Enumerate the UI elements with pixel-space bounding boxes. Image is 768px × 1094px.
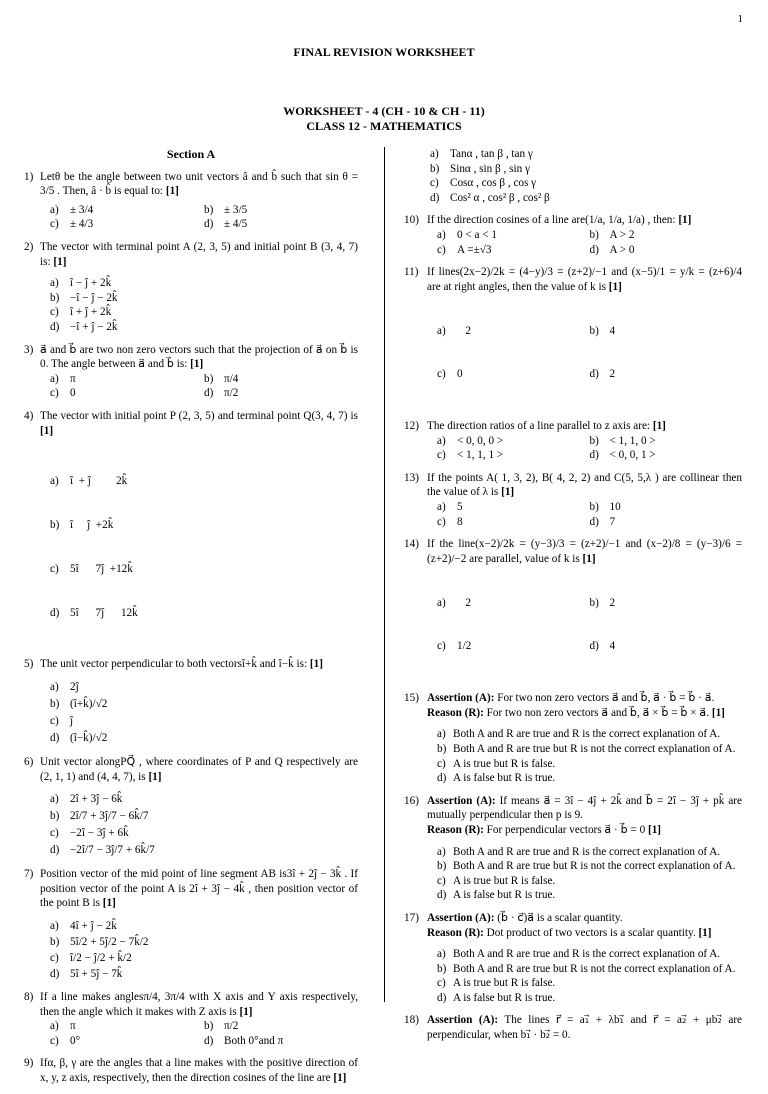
question-number: 6) [24,756,34,768]
question-number: 16) [404,794,419,807]
option-b: 5î/2 + 5ĵ/2 − 7k̂/2 [70,935,149,948]
marks: [1] [698,926,712,939]
option-label: c) [437,757,446,770]
option-label: c) [50,306,59,319]
question-13 [404,471,742,529]
option-b: π/2 [224,1020,239,1033]
option-a: î − ĵ + 2k̂ [70,277,112,290]
option-label: b) [50,935,60,948]
option-a: 2ĵ [70,681,79,693]
option-c: A is true but R is false. [453,977,556,990]
option-b: π/4 [224,372,239,385]
option-a: ± 3/4 [70,203,94,216]
option-label: d) [50,320,60,333]
right-column [404,147,742,1051]
reason-label: Reason (R): [427,706,484,719]
option-label: d) [589,449,599,462]
option-c: î/2 − ĵ/2 + k̂/2 [70,951,132,964]
option-a: < 0, 0, 0 > [457,434,504,447]
option-label: b) [589,434,599,447]
question-2 [24,240,358,335]
option-b: < 1, 1, 0 > [609,434,656,447]
option-label: c) [50,218,59,231]
question-number: 1) [24,170,34,183]
marks: [1] [652,420,666,433]
reason-label: Reason (R): [427,823,484,836]
question-1 [24,170,358,232]
marks: [1] [40,424,54,437]
question-10 [404,213,742,257]
option-a: Tanα , tan β , tan γ [450,148,533,160]
option-label: d) [50,732,60,744]
option-label: a) [50,793,59,806]
question-6 [24,755,358,859]
option-label: a) [437,228,446,241]
option-c: 5î 7ĵ +12k̂ [70,562,133,575]
assertion-text: The lines r⃗ = a₁⃗ + λb₁⃗ and r⃗ = a₂⃗ + μb₂⃗ are perpendicular, when b₁⃗ · b₂⃗ = 0. [427,1014,743,1042]
option-label: c) [437,449,446,462]
worksheet-subtitle: WORKSHEET - 4 (CH - 10 & CH - 11) [283,104,485,118]
option-label: a) [437,501,446,514]
option-label: c) [50,951,59,964]
option-a: Both A and R are true and R is the correct explanation of A. [453,948,721,961]
option-label: b) [50,291,60,304]
option-label: c) [437,243,446,256]
question-text: Unit vector alongPQ⃗ , where coordinates of P and Q respectively are (2, 1, 1) and (4, 4, 7), is [40,756,358,783]
question-number: 11) [404,266,419,279]
option-b: 2 [609,596,616,609]
assertion-text: For two non zero vectors a⃗ and b⃗, a⃗ · b⃗ = b⃗ · a⃗. [494,692,715,705]
question-number: 15) [404,692,419,705]
option-label: d) [204,387,214,400]
option-label: a) [50,372,59,385]
option-c: < 1, 1, 1 > [457,449,504,462]
option-label: b) [589,501,599,514]
option-b: −î − ĵ − 2k̂ [70,291,118,304]
option-d: Cos² α , cos² β , cos² β [450,191,550,204]
option-label: d) [204,218,214,231]
marks: [1] [678,214,692,227]
option-b: Both A and R are true but R is not the correct explanation of A. [453,860,736,873]
option-a: 2 [457,324,471,337]
option-d: −î + ĵ − 2k̂ [70,320,118,333]
option-d: < 0, 0, 1 > [609,449,656,462]
assertion-label: Assertion (A): [427,692,495,705]
option-b: Sinα , sin β , sin γ [450,162,530,175]
option-label: a) [50,919,59,932]
option-b: 10 [609,501,621,514]
option-label: a) [437,596,446,609]
assertion-label: Assertion (A): [427,911,495,924]
question-text: Position vector of the mid point of line segment AB is3î + 2ĵ − 3k̂ . If position vector of the point A is 2î + 3ĵ − 4k̂ , then position vector of the point B is [40,868,358,910]
assertion-text: (b⃗ · c⃗)a⃗ is a scalar quantity. [494,911,623,924]
question-number: 10) [404,214,419,227]
option-a: î + ĵ 2k̂ [70,475,128,488]
worksheet-title: FINAL REVISION WORKSHEET [293,45,475,59]
option-label: a) [50,203,59,216]
question-text: If the points A( 1, 3, 2), B( 4, 2, 2) and C(5, 5,λ ) are collinear then the value of λ is [427,471,742,499]
marks: [1] [582,552,596,565]
question-4 [24,409,358,650]
question-text: If the direction cosines of a line are(1/a, 1/a, 1/a) , then: [427,214,676,227]
option-d: A is false but R is true. [453,991,556,1004]
option-d: 5î + 5ĵ − 7k̂ [70,967,123,980]
question-11 [404,265,742,411]
option-label: d) [50,967,60,980]
option-label: a) [437,324,446,337]
option-label: c) [437,977,446,990]
marks: [1] [190,358,204,371]
question-18 [404,1013,742,1042]
page-number: 1 [737,13,743,25]
option-label: a) [430,148,439,160]
option-c: î + ĵ + 2k̂ [70,306,112,319]
assertion-label: Assertion (A): [427,794,496,807]
option-b: î ĵ +2k̂ [70,519,114,532]
option-label: b) [589,324,599,337]
option-d: π/2 [224,387,239,400]
question-text: The vector with initial point P (2, 3, 5) and terminal point Q(3, 4, 7) is [40,409,358,422]
question-17 [404,911,742,1006]
option-a: 4î + ĵ − 2k̂ [70,919,117,932]
option-d: A > 0 [609,243,635,256]
option-label: d) [50,606,60,619]
option-label: c) [50,562,59,575]
option-d: 7 [609,515,616,528]
option-a: Both A and R are true and R is the correct explanation of A. [453,845,721,858]
option-label: b) [437,742,447,755]
option-label: d) [437,772,447,785]
marks: [1] [309,658,323,671]
question-number: 3) [24,343,34,356]
question-9 [24,1056,358,1085]
option-label: a) [437,434,446,447]
assertion-label: Assertion (A): [427,1014,499,1027]
question-16 [404,794,742,903]
question-15 [404,691,742,786]
option-d: ± 4/5 [224,218,248,231]
option-d: 5î 7ĵ 12k̂ [70,606,138,619]
option-b: ± 3/5 [224,203,248,216]
option-label: b) [589,596,599,609]
left-column [24,147,358,1094]
option-c: −2î − 3ĵ + 6k̂ [70,827,129,840]
question-14 [404,537,742,683]
option-label: c) [50,387,59,400]
option-a: 5 [457,501,463,514]
question-number: 8) [24,990,34,1003]
option-c: 1/2 [457,640,472,653]
option-b: (î+k̂)/√2 [70,698,108,710]
question-text: The unit vector perpendicular to both vectorsî+k̂ and î−k̂ is: [40,658,308,671]
option-label: d) [430,191,440,204]
class-line: CLASS 12 - MATHEMATICS [306,119,462,133]
option-c: A is true but R is false. [453,757,556,770]
reason-text: Dot product of two vectors is a scalar quantity. [483,926,696,939]
option-c: ± 4/3 [70,218,94,231]
option-d: A is false but R is true. [453,772,556,785]
column-divider [384,147,385,1002]
option-label: d) [589,640,599,653]
option-label: d) [589,243,599,256]
marks: [1] [165,185,179,198]
option-a: 2î + 3ĵ − 6k̂ [70,793,123,806]
question-8 [24,990,358,1048]
reason-text: For perpendicular vectors a⃗ · b⃗ = 0 [483,823,646,836]
marks: [1] [239,1005,253,1018]
option-b: A > 2 [609,228,635,241]
question-number: 13) [404,471,419,484]
question-number: 18) [404,1014,419,1027]
option-label: a) [50,475,59,488]
option-label: b) [437,860,447,873]
question-12 [404,419,742,463]
reason-text: For two non zero vectors a⃗ and b⃗, a⃗ × b⃗ = b⃗ × a⃗. [483,706,710,719]
option-label: a) [50,681,59,693]
option-label: d) [589,515,599,528]
option-c: Cosα , cos β , cos γ [450,177,537,190]
option-c: 0° [70,1034,81,1047]
option-d: −2î/7 − 3ĵ/7 + 6k̂/7 [70,844,155,857]
option-label: d) [589,368,599,381]
option-c: 8 [457,515,463,528]
option-label: d) [50,844,60,857]
option-a: 2 [457,596,471,609]
question-text: If a line makes anglesπ/4, 3π/4 with X axis and Y axis respectively, then the angle which it makes with Z axis is [40,990,358,1018]
assertion-text: If means a⃗ = 3î − 4ĵ + 2k̂ and b⃗ = 2î − 3ĵ + pk̂ are mutually perpendicular then p is 9. [427,794,743,822]
question-text: The direction ratios of a line parallel to z axis are: [427,420,651,433]
question-9-options [404,147,742,205]
option-label: c) [437,515,446,528]
question-text: Letθ be the angle between two unit vectors â and b̂ such that sin θ = 3/5 . Then, â · b̂ is equal to: [40,170,358,198]
option-label: b) [204,1020,214,1033]
option-c: ĵ [70,715,74,727]
option-label: b) [50,810,60,823]
section-title: Section A [166,147,216,161]
option-label: b) [204,372,214,385]
option-d: (î−k̂)/√2 [70,732,108,744]
option-label: b) [437,962,447,975]
question-text: a⃗ and b⃗ are two non zero vectors such that the projection of a⃗ on b⃗ is 0. The angle between a⃗ and b⃗ is: [40,343,358,371]
option-label: b) [50,519,60,532]
marks: [1] [102,897,116,910]
question-text: If lines(2x−2)/2k = (4−y)/3 = (z+2)/−1 and (x−5)/1 = y/k = (z+6)/4 are at right angles, then the value of k is [427,266,742,293]
option-d: A is false but R is true. [453,889,556,902]
option-b: 4 [609,324,616,337]
option-label: c) [50,715,59,727]
option-label: c) [50,827,59,840]
option-c: 0 [457,368,463,381]
question-3 [24,343,358,401]
option-b: Both A and R are true but R is not the correct explanation of A. [453,962,736,975]
option-label: a) [50,277,59,290]
option-label: a) [437,845,446,858]
reason-label: Reason (R): [427,926,484,939]
question-7 [24,867,358,982]
marks: [1] [711,706,725,719]
question-number: 5) [24,658,34,671]
option-label: d) [204,1034,214,1047]
question-number: 14) [404,538,419,551]
option-label: c) [437,640,446,653]
option-d: 4 [609,640,616,653]
question-number: 12) [404,420,419,433]
option-label: a) [437,728,446,741]
marks: [1] [647,823,662,836]
question-number: 17) [404,911,419,924]
option-label: a) [50,1020,59,1033]
option-b: Both A and R are true but R is not the correct explanation of A. [453,742,736,755]
option-a: 0 < a < 1 [457,228,497,241]
question-number: 4) [24,409,34,422]
question-text: Ifα, β, γ are the angles that a line makes with the positive direction of x, y, z axis, respectively, then the direction cosines of the line are [40,1057,358,1084]
marks: [1] [148,770,162,783]
option-a: Both A and R are true and R is the correct explanation of A. [453,728,721,741]
option-label: c) [437,368,446,381]
marks: [1] [501,486,515,499]
option-label: c) [437,874,446,887]
option-c: A =±√3 [457,243,492,256]
option-label: d) [437,991,447,1004]
option-label: b) [204,203,214,216]
option-d: 2 [609,368,616,381]
question-number: 9) [24,1057,34,1070]
option-label: b) [589,228,599,241]
option-c: A is true but R is false. [453,874,556,887]
question-text: The vector with terminal point A (2, 3, 5) and initial point B (3, 4, 7) is: [40,240,358,268]
option-a: π [70,372,76,385]
option-label: a) [437,948,446,961]
question-number: 7) [24,868,34,881]
option-label: d) [437,889,447,902]
marks: [1] [608,280,622,293]
option-d: Both 0°and π [224,1034,284,1047]
question-number: 2) [24,240,34,253]
marks: [1] [333,1071,347,1084]
option-b: 2î/7 + 3ĵ/7 − 6k̂/7 [70,810,149,823]
option-a: π [70,1020,76,1033]
option-label: b) [430,162,440,175]
option-label: c) [50,1034,59,1047]
option-label: c) [430,177,439,190]
question-5 [24,657,358,747]
marks: [1] [53,255,67,268]
option-label: b) [50,698,60,710]
option-c: 0 [70,387,76,400]
question-text: If the line(x−2)/2k = (y−3)/3 = (z+2)/−1 and (x−2)/8 = (y−3)/6 = (z+2)/−2 are parallel, value of k is [427,538,742,565]
